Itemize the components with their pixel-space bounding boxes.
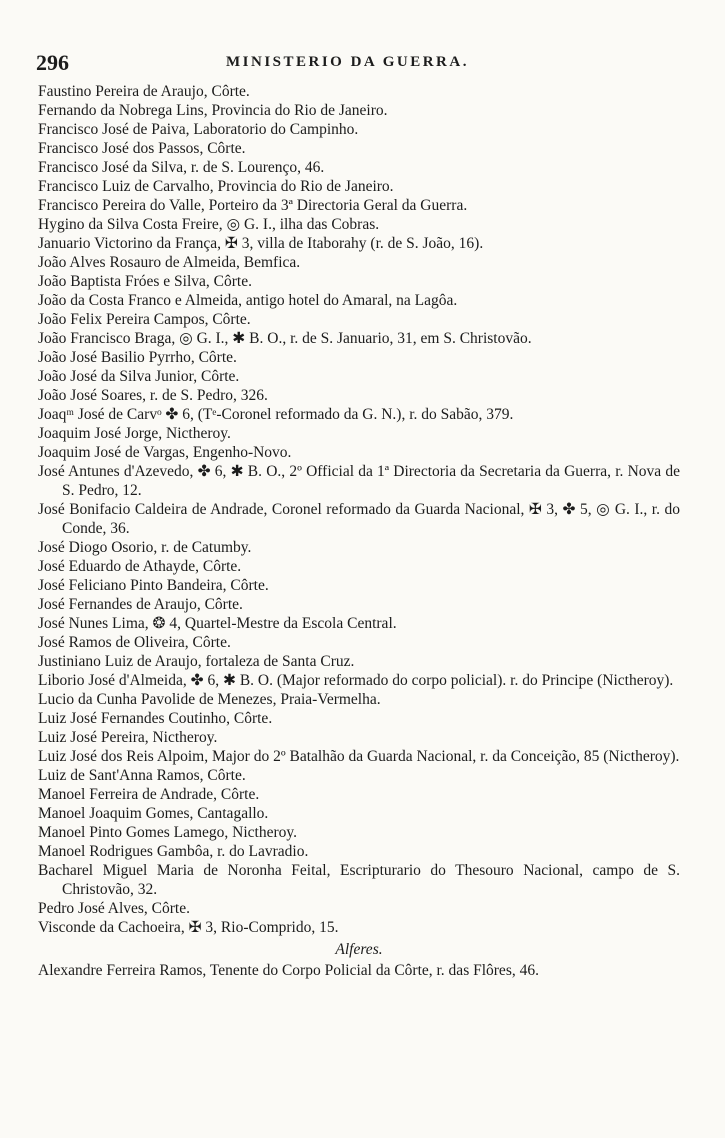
list-item: João Felix Pereira Campos, Côrte. [38,311,251,328]
list-item: Francisco Pereira do Valle, Porteiro da 3ª Directoria Geral da Guerra. [38,197,468,214]
list-item: José Nunes Lima, ❂ 4, Quartel-Mestre da Escola Central. [38,615,397,632]
list-item: Luiz de Sant'Anna Ramos, Côrte. [38,767,246,784]
list-item: Manoel Pinto Gomes Lamego, Nictheroy. [38,824,297,841]
page-number: 296 [36,50,69,75]
list-item: Francisco Luiz de Carvalho, Provincia do Rio de Janeiro. [38,178,394,195]
list-item: Faustino Pereira de Araujo, Côrte. [38,83,250,100]
list-item: Joaquim José Jorge, Nictheroy. [38,425,231,442]
list-item: Januario Victorino da França, ✠ 3, villa de Itaborahy (r. de S. João, 16). [38,235,484,252]
list-item: Luiz José dos Reis Alpoim, Major do 2º Batalhão da Guarda Nacional, r. da Conceição, 85 (Nictheroy). [38,748,680,765]
list-item: Fernando da Nobrega Lins, Provincia do Rio de Janeiro. [38,102,388,119]
list-item: Justiniano Luiz de Araujo, fortaleza de Santa Cruz. [38,653,355,670]
page-header [36,50,676,75]
list-item: Francisco José da Silva, r. de S. Lourenço, 46. [38,159,325,176]
list-item: Bacharel Miguel Maria de Noronha Feital, Escripturario do Thesouro Nacional, campo de S. Christovão, 32. [38,862,680,898]
list-item: João da Costa Franco e Almeida, antigo hotel do Amaral, na Lagôa. [38,292,458,309]
list-item: José Eduardo de Athayde, Côrte. [38,558,242,575]
list-item: José Feliciano Pinto Bandeira, Côrte. [38,577,269,594]
list-item: Luiz José Pereira, Nictheroy. [38,729,218,746]
list-item: João Francisco Braga, ◎ G. I., ✱ B. O., r. de S. Januario, 31, em S. Christovão. [38,330,532,347]
list-item: Joaquim José de Vargas, Engenho-Novo. [38,444,292,461]
list-item: João Baptista Fróes e Silva, Côrte. [38,273,252,290]
list-item: Pedro José Alves, Côrte. [38,900,190,917]
list-item: João José Basilio Pyrrho, Côrte. [38,349,237,366]
list-item: José Antunes d'Azevedo, ✤ 6, ✱ B. O., 2º Official da 1ª Directoria da Secretaria da Guerra, r. Nova de S. Pedro, 12. [38,463,680,499]
list-item: Visconde da Cachoeira, ✠ 3, Rio-Comprido, 15. [38,919,339,936]
list-item: José Ramos de Oliveira, Côrte. [38,634,231,651]
list-item: Liborio José d'Almeida, ✤ 6, ✱ B. O. (Major reformado do corpo policial). r. do Principe (Nictheroy). [38,672,674,689]
list-item: João José Soares, r. de S. Pedro, 326. [38,387,268,404]
list-item: Manoel Rodrigues Gambôa, r. do Lavradio. [38,843,309,860]
list-item: João José da Silva Junior, Côrte. [38,368,240,385]
list-item: Francisco José de Paiva, Laboratorio do Campinho. [38,121,359,138]
running-title: MINISTERIO DA GUERRA. [226,54,469,70]
section-heading: Alferes. [335,941,383,958]
list-item: João Alves Rosauro de Almeida, Bemfica. [38,254,301,271]
list-item: Luiz José Fernandes Coutinho, Côrte. [38,710,273,727]
list-item: José Bonifacio Caldeira de Andrade, Coronel reformado da Guarda Nacional, ✠ 3, ✤ 5, ◎ G. I., r. do Conde, 36. [38,501,680,537]
directory-list [38,82,680,980]
list-item: José Diogo Osorio, r. de Catumby. [38,539,252,556]
list-item: Hygino da Silva Costa Freire, ◎ G. I., ilha das Cobras. [38,216,380,233]
list-item: Joaqᵐ José de Carvᵒ ✤ 6, (Tᵉ-Coronel reformado da G. N.), r. do Sabão, 379. [38,406,514,423]
list-item: Manoel Ferreira de Andrade, Côrte. [38,786,260,803]
list-item: Francisco José dos Passos, Côrte. [38,140,246,157]
list-item: Lucio da Cunha Pavolide de Menezes, Praia-Vermelha. [38,691,381,708]
list-item: Manoel Joaquim Gomes, Cantagallo. [38,805,269,822]
list-item: José Fernandes de Araujo, Côrte. [38,596,243,613]
list-item: Alexandre Ferreira Ramos, Tenente do Corpo Policial da Côrte, r. das Flôres, 46. [38,962,539,979]
